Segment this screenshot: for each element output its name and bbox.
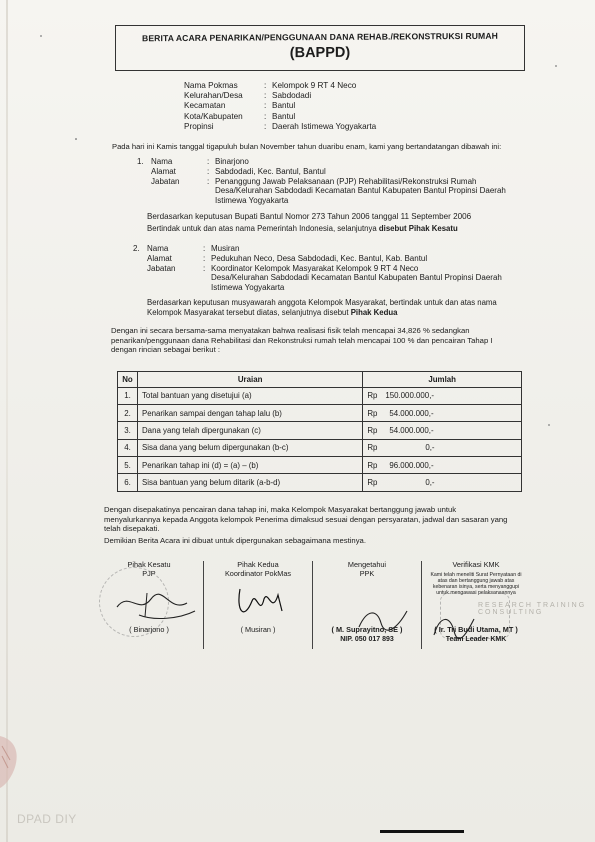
signature-role: Pihak Kedua — [237, 560, 279, 569]
colon: : — [264, 111, 267, 121]
footer-bar — [380, 830, 464, 833]
party-two-decree: Berdasarkan keputusan musyawarah anggota Kelompok Masyarakat, bertindak untuk dan atas nama — [147, 298, 497, 307]
party-row — [137, 186, 545, 196]
colon: : — [203, 253, 206, 263]
party-two — [133, 244, 541, 293]
party-value: Pedukuhan Neco, Desa Sabdodadi, Kec. Bantul, Kab. Bantul — [211, 253, 428, 263]
identity-block — [184, 81, 376, 132]
party-value-cont: Desa/Kelurahan Sabdodadi Kecamatan Bantul Kabupaten Bantul Propinsi Daerah — [215, 186, 506, 196]
scan-speck — [555, 65, 557, 67]
column-header: No — [118, 372, 138, 388]
signature-role: Verifikasi KMK — [452, 560, 500, 569]
signatory-nip: NIP. 050 017 893 — [340, 636, 394, 644]
colon: : — [207, 166, 210, 176]
document-subtitle: (BAPPD) — [289, 44, 351, 62]
party-label: Alamat — [151, 166, 176, 176]
party-row — [133, 273, 541, 283]
party-value-cont: Desa/Kelurahan Sabdodadi Kecamatan Bantul Kabupaten Bantul Propinsi Daerah — [211, 273, 502, 283]
identity-row — [184, 122, 376, 132]
party-value: Sabdodadi, Kec. Bantul, Bantul — [215, 166, 326, 176]
table-header-row — [118, 372, 522, 388]
amount-value: 0,- — [425, 443, 435, 453]
party-row — [137, 177, 545, 187]
row-number: 1. — [118, 387, 138, 404]
signature-role: Mengetahui — [347, 560, 387, 569]
acting-bold-text: Pihak Kedua — [350, 308, 398, 317]
party-label: Nama — [151, 157, 173, 166]
table-row — [118, 439, 522, 456]
row-description: Total bantuan yang disetujui (a) — [137, 387, 362, 404]
document-header — [115, 25, 525, 71]
identity-row — [184, 91, 376, 101]
scan-speck — [40, 35, 42, 37]
party-row — [133, 254, 541, 264]
table-row — [118, 404, 522, 421]
signature-ppk — [313, 561, 422, 649]
acting-bold-text: disebut Pihak Kesatu — [378, 224, 458, 233]
identity-row — [184, 101, 376, 111]
colon: : — [207, 176, 210, 186]
party-row — [133, 244, 541, 254]
row-amount — [363, 387, 522, 404]
party-one — [137, 157, 545, 206]
amount-value: 54.000.000,- — [389, 408, 434, 418]
row-description: Sisa dana yang belum dipergunakan (b-c) — [137, 439, 362, 456]
closing-line: Dengan disepakatinya pencairan dana tahap ini, maka Kelompok Masyarakat bertanggung jawab untuk — [104, 505, 457, 514]
signature-section — [95, 561, 530, 649]
signature-role-title: PJP — [142, 568, 156, 578]
row-number: 2. — [118, 404, 138, 421]
column-header: Uraian — [137, 372, 362, 388]
row-description: Penarikan sampai dengan tahap lalu (b) — [137, 404, 362, 421]
signature-pihak-kesatu — [95, 561, 204, 649]
closing-line: Demikian Berita Acara ini dibuat untuk dipergunakan sebagaimana mestinya. — [104, 535, 366, 545]
identity-row — [184, 81, 376, 91]
currency: Rp — [367, 425, 378, 435]
party-value-cont: Istimewa Yogyakarta — [215, 196, 289, 206]
identity-label: Kecamatan — [184, 101, 226, 111]
colon: : — [264, 101, 267, 111]
party-label: Jabatan — [151, 176, 180, 186]
row-number: 4. — [118, 439, 138, 456]
identity-value: Kelompok 9 RT 4 Neco — [272, 81, 357, 90]
stamp-text: RESEARCH TRAINING CONSULTING — [478, 602, 587, 616]
statement-line: penarikan/penggunaan dana Rehabilitasi dan Rekonstruksi rumah telah mencapai 100 % dan pencairan Tahap I — [111, 335, 493, 345]
signature-role-title: Koordinator PokMas — [224, 568, 292, 578]
signature-role: Pihak Kesatu — [127, 560, 171, 569]
identity-label: Kelurahan/Desa — [184, 91, 243, 101]
party-label: Alamat — [147, 253, 172, 263]
colon: : — [203, 244, 206, 253]
party-value-cont: Istimewa Yogyakarta — [211, 283, 285, 293]
scan-speck — [548, 424, 550, 426]
scan-edge-shadow — [6, 0, 8, 842]
closing-line: telah disepakati. — [104, 524, 160, 534]
archive-logo-icon — [0, 730, 24, 790]
table-row — [118, 474, 522, 491]
identity-row — [184, 112, 376, 122]
party-number: 2. — [133, 244, 140, 253]
party-row — [137, 157, 545, 167]
identity-value: Daerah Istimewa Yogyakarta — [272, 121, 377, 131]
verification-note: Kami telah meneliti Surat Pernyataan di atas dan bertanggung jawab atas kebenaran isinya, serta menyanggupi untuk mengawasi pelaksanaannya — [430, 571, 522, 597]
signatory-title: Team Leader KMK — [445, 636, 507, 644]
amount-value: 96.000.000,- — [389, 460, 434, 470]
closing-paragraph — [104, 505, 524, 545]
row-description: Penarikan tahap ini (d) = (a) – (b) — [137, 457, 362, 474]
funds-table — [117, 371, 522, 492]
row-amount — [363, 439, 522, 456]
party-two-acting — [147, 308, 398, 318]
row-number: 6. — [118, 474, 138, 491]
identity-label: Nama Pokmas — [184, 81, 238, 90]
party-value: Musiran — [211, 244, 240, 253]
row-amount — [363, 457, 522, 474]
identity-label: Propinsi — [184, 121, 214, 131]
statement-line: dengan rincian sebagai berikut : — [111, 345, 220, 355]
identity-value: Sabdodadi — [272, 91, 312, 101]
row-amount — [363, 404, 522, 421]
closing-line: menyalurkannya kepada Anggota kelompok Penerima dimaksud sesuai dengan persyaratan, jadwal dan sasaran yang — [104, 514, 508, 524]
colon: : — [264, 81, 267, 90]
table-row — [118, 387, 522, 404]
signature-role-title: PPK — [359, 568, 375, 578]
statement-line: Dengan ini secara bersama-sama menyatakan bahwa realisasi fisik telah mencapai 34,826 % sedangkan — [111, 326, 470, 335]
party-row — [133, 264, 541, 274]
currency: Rp — [367, 408, 378, 418]
currency: Rp — [367, 443, 378, 453]
signatory-name: ( M. Suprayitno, SE ) — [331, 625, 403, 635]
acting-text: Kelompok Masyarakat tersebut diatas, selanjutnya disebut — [147, 308, 351, 317]
identity-label: Kota/Kabupaten — [184, 111, 243, 121]
amount-value: 54.000.000,- — [389, 425, 434, 435]
row-description: Sisa bantuan yang belum ditarik (a-b-d) — [137, 474, 362, 491]
row-amount — [363, 474, 522, 491]
party-row — [133, 283, 541, 293]
signature-scribble — [109, 585, 199, 625]
colon: : — [207, 157, 210, 166]
row-amount — [363, 422, 522, 439]
signature-scribble — [230, 581, 290, 627]
colon: : — [264, 91, 267, 101]
row-number: 5. — [118, 457, 138, 474]
party-row — [137, 167, 545, 177]
party-one-acting — [147, 224, 458, 234]
signatory-name: ( Binarjono ) — [129, 625, 169, 635]
party-number: 1. — [137, 157, 144, 166]
acting-text: Bertindak untuk dan atas nama Pemerintah Indonesia, selanjutnya — [147, 224, 379, 233]
statement-paragraph — [111, 326, 523, 355]
colon: : — [264, 121, 267, 131]
colon: : — [203, 263, 206, 273]
column-header: Jumlah — [363, 372, 522, 388]
amount-value: 150.000.000,- — [385, 391, 435, 401]
signatory-name: ( Musiran ) — [240, 625, 276, 635]
currency: Rp — [367, 460, 378, 470]
party-value: Penanggung Jawab Pelaksanaan (PJP) Rehabilitasi/Rekonstruksi Rumah — [215, 176, 477, 186]
identity-value: Bantul — [272, 111, 296, 121]
party-one-decree: Berdasarkan keputusan Bupati Bantul Nomor 273 Tahun 2006 tanggal 11 September 2006 — [147, 212, 472, 221]
party-value: Koordinator Kelompok Masyarakat Kelompok 9 RT 4 Neco — [211, 263, 419, 273]
currency: Rp — [367, 478, 378, 488]
opening-statement: Pada hari ini Kamis tanggal tigapuluh bulan November tahun duaribu enam, kami yang bertandatangan dibawah ini: — [112, 142, 502, 151]
party-row — [137, 196, 545, 206]
amount-value: 0,- — [425, 478, 435, 488]
watermark-text: DPAD DIY — [17, 812, 77, 826]
party-label: Nama — [147, 244, 169, 253]
table-row — [118, 457, 522, 474]
signature-pihak-kedua — [204, 561, 313, 649]
currency: Rp — [367, 391, 378, 401]
party-label: Jabatan — [147, 263, 176, 273]
scan-speck — [75, 138, 77, 140]
identity-value: Bantul — [272, 101, 296, 111]
row-description: Dana yang telah dipergunakan (c) — [137, 422, 362, 439]
party-value: Binarjono — [215, 157, 249, 166]
table-row — [118, 422, 522, 439]
row-number: 3. — [118, 422, 138, 439]
signatory-name: ( Ir. Tri Budi Utama, MT ) — [434, 625, 518, 635]
document-title: BERITA ACARA PENARIKAN/PENGGUNAAN DANA REHAB./REKONSTRUKSI RUMAH — [142, 30, 498, 44]
